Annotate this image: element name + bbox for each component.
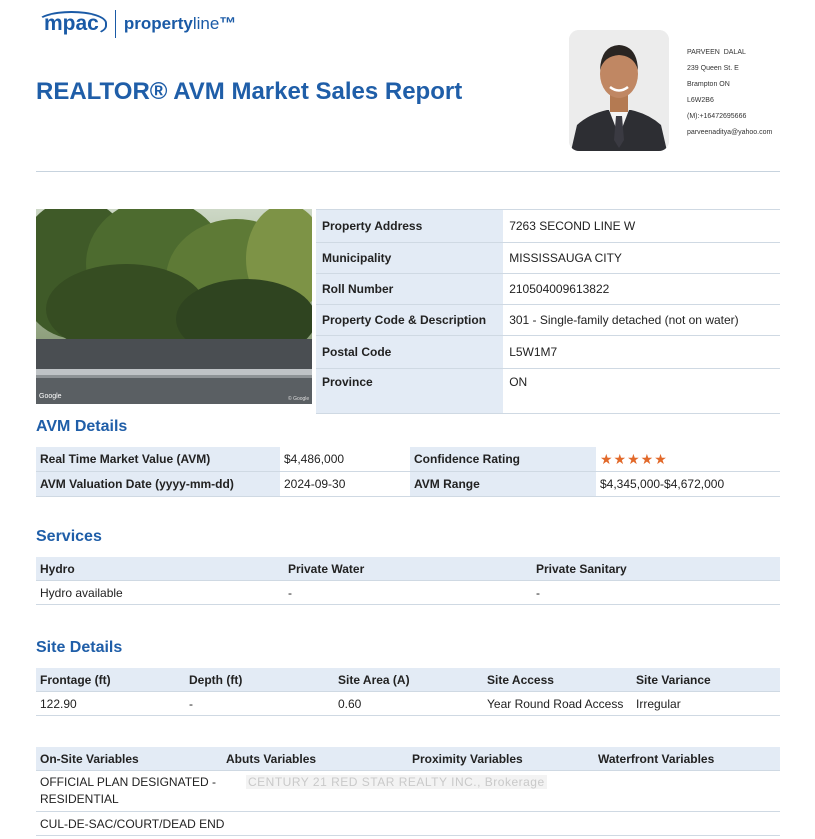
services-table [36, 557, 780, 605]
property-value: ON [503, 369, 780, 414]
logo-tm-text: ™ [219, 14, 237, 33]
services-value: - [532, 581, 780, 605]
agent-photo [569, 30, 669, 151]
rtmv-label: Real Time Market Value (AVM) [36, 447, 280, 472]
variables-header: On-Site Variables [36, 747, 222, 771]
agent-postal: L6W2B6 [687, 97, 714, 104]
logo-property-text: property [123, 14, 193, 33]
mpac-logo: mpac [36, 11, 107, 38]
property-label: Property Code & Description [316, 305, 503, 336]
onsite-variable: OFFICIAL PLAN DESIGNATED - RESIDENTIAL [36, 771, 222, 812]
table-row [316, 210, 780, 243]
confidence-label: Confidence Rating [410, 447, 596, 472]
site-header: Frontage (ft) [36, 668, 185, 692]
table-row [36, 472, 780, 497]
property-label: Municipality [316, 243, 503, 274]
site-value: - [185, 692, 334, 716]
property-value: MISSISSAUGA CITY [503, 243, 780, 274]
report-title: REALTOR® AVM Market Sales Report [36, 78, 463, 105]
services-value: Hydro available [36, 581, 284, 605]
table-header-row [36, 747, 780, 771]
property-value: 210504009613822 [503, 274, 780, 305]
onsite-variable: CUL-DE-SAC/COURT/DEAD END [36, 812, 408, 836]
mpac-propertyline-logo [36, 10, 236, 38]
agent-contact [687, 45, 772, 141]
avm-table [36, 447, 780, 497]
agent-city: Brampton ON [687, 81, 730, 88]
site-header: Site Area (A) [334, 668, 483, 692]
site-details-heading: Site Details [36, 639, 123, 656]
table-header-row [36, 557, 780, 581]
property-value: 7263 SECOND LINE W [503, 210, 780, 243]
avm-range-value: $4,345,000-$4,672,000 [596, 472, 780, 497]
star-rating-icons: ★★★★★ [600, 450, 668, 467]
services-header: Private Sanitary [532, 557, 780, 581]
table-row [316, 336, 780, 369]
property-label: Property Address [316, 210, 503, 243]
agent-street: 239 Queen St. E [687, 65, 739, 72]
header-divider [36, 171, 780, 172]
property-label: Postal Code [316, 336, 503, 369]
valuation-date-value: 2024-09-30 [280, 472, 410, 497]
services-header: Private Water [284, 557, 532, 581]
table-row [316, 305, 780, 336]
table-row [316, 274, 780, 305]
table-row [316, 243, 780, 274]
services-value: - [284, 581, 532, 605]
property-info-table [316, 209, 780, 414]
variables-header: Abuts Variables [222, 747, 408, 771]
rtmv-value: $4,486,000 [280, 447, 410, 472]
services-heading: Services [36, 528, 102, 545]
table-row [316, 369, 780, 414]
table-row [36, 812, 780, 836]
logo-divider [115, 10, 116, 38]
site-header: Site Variance [632, 668, 780, 692]
site-header: Site Access [483, 668, 632, 692]
google-caption: Google [39, 393, 62, 400]
site-value: Year Round Road Access [483, 692, 632, 716]
site-value: 0.60 [334, 692, 483, 716]
confidence-rating [596, 447, 780, 472]
agent-name: PARVEEN DALAL [687, 49, 746, 56]
table-row [36, 447, 780, 472]
avm-details-heading: AVM Details [36, 418, 128, 435]
logo-line-text: line [192, 14, 220, 33]
variables-table [36, 747, 780, 836]
variables-header: Waterfront Variables [594, 747, 780, 771]
property-label: Roll Number [316, 274, 503, 305]
agent-email: parveenaditya@yahoo.com [687, 129, 773, 136]
google-credit: © Google [288, 396, 310, 402]
property-label: Province [316, 369, 503, 414]
valuation-date-label: AVM Valuation Date (yyyy-mm-dd) [36, 472, 280, 497]
site-value: 122.90 [36, 692, 185, 716]
site-details-table [36, 668, 780, 716]
services-header: Hydro [36, 557, 284, 581]
property-value: L5W1M7 [503, 336, 780, 369]
site-value: Irregular [632, 692, 780, 716]
avm-range-label: AVM Range [410, 472, 596, 497]
table-header-row [36, 668, 780, 692]
site-header: Depth (ft) [185, 668, 334, 692]
brokerage-watermark: CENTURY 21 RED STAR REALTY INC., Brokerage [248, 775, 545, 789]
agent-mobile: (M):+16472695666 [687, 113, 747, 120]
property-photo [36, 209, 312, 404]
table-row [36, 692, 780, 716]
table-row [36, 581, 780, 605]
propertyline-logo [124, 14, 236, 34]
variables-header: Proximity Variables [408, 747, 594, 771]
property-value: 301 - Single-family detached (not on water) [503, 305, 780, 336]
